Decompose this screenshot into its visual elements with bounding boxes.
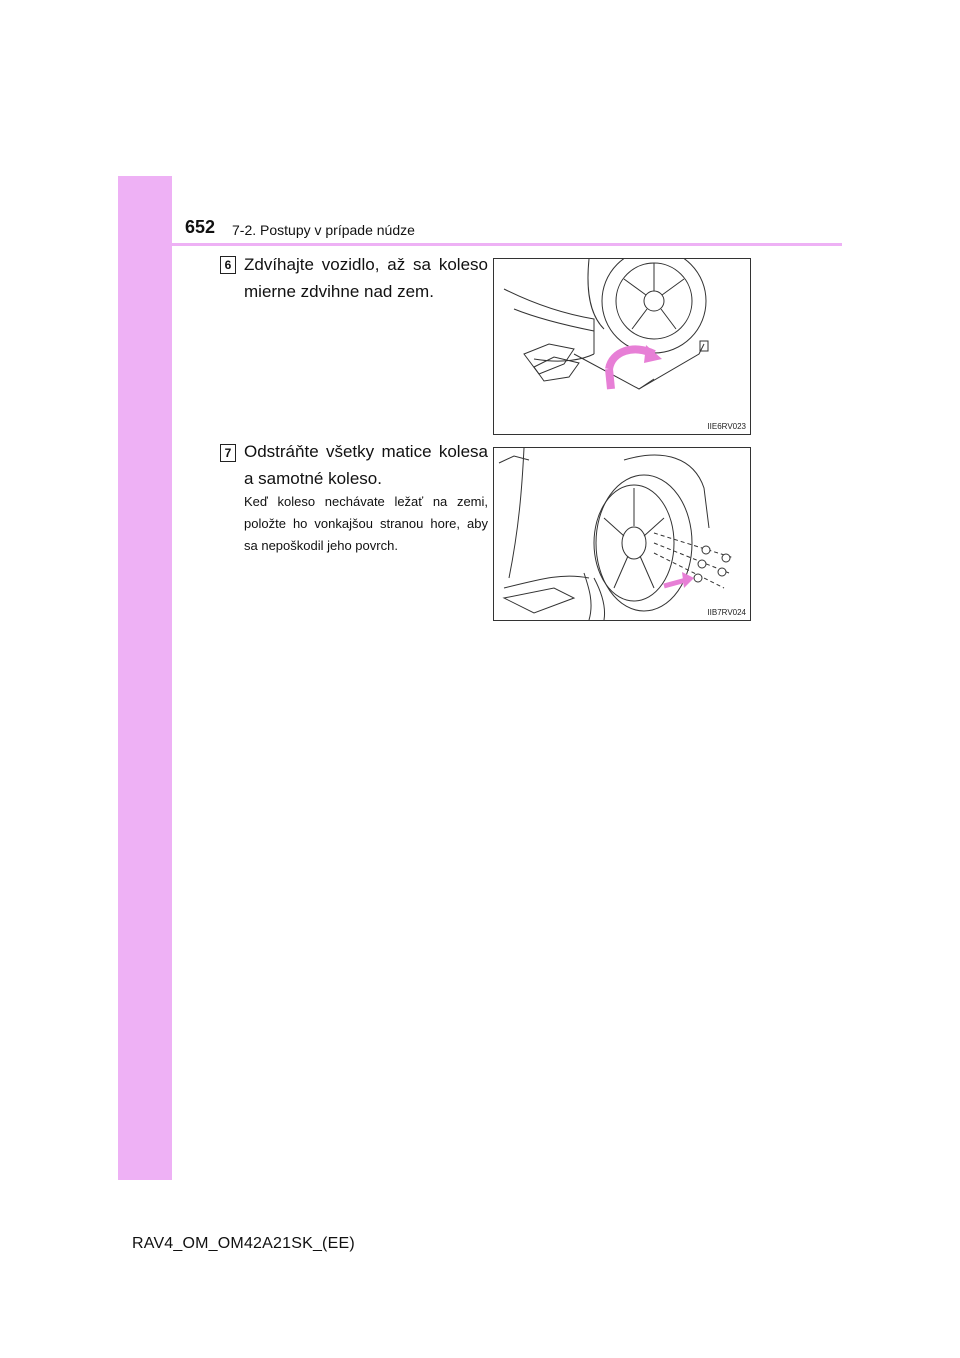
step-7-badge: 7 (220, 444, 236, 462)
figure-code: IIB7RV024 (707, 608, 746, 617)
header-rule (118, 243, 842, 246)
step-6-badge: 6 (220, 256, 236, 274)
chapter-sidebar-tab (118, 176, 172, 1180)
step-7-note: Keď koleso nechávate ležať na zemi, položte ho vonkajšou stranou hore, aby sa nepoškodil jeho povrch. (244, 494, 488, 553)
figure-code: IIE6RV023 (707, 422, 746, 431)
page-number: 652 (185, 217, 216, 237)
wheel-removal-illustration-icon (494, 448, 750, 620)
step-6-text: Zdvíhajte vozidlo, až sa koleso mierne zdvihne nad zem. (244, 255, 488, 301)
section-title: 7-2. Postupy v prípade núdze (232, 222, 415, 238)
document-code: RAV4_OM_OM42A21SK_(EE) (132, 1235, 355, 1252)
jack-illustration-icon (494, 259, 750, 434)
jack-lifting-figure (493, 258, 751, 435)
wheel-removal-figure (493, 447, 751, 621)
step-7-text: Odstráňte všetky matice kolesa a samotné koleso. (244, 442, 488, 488)
